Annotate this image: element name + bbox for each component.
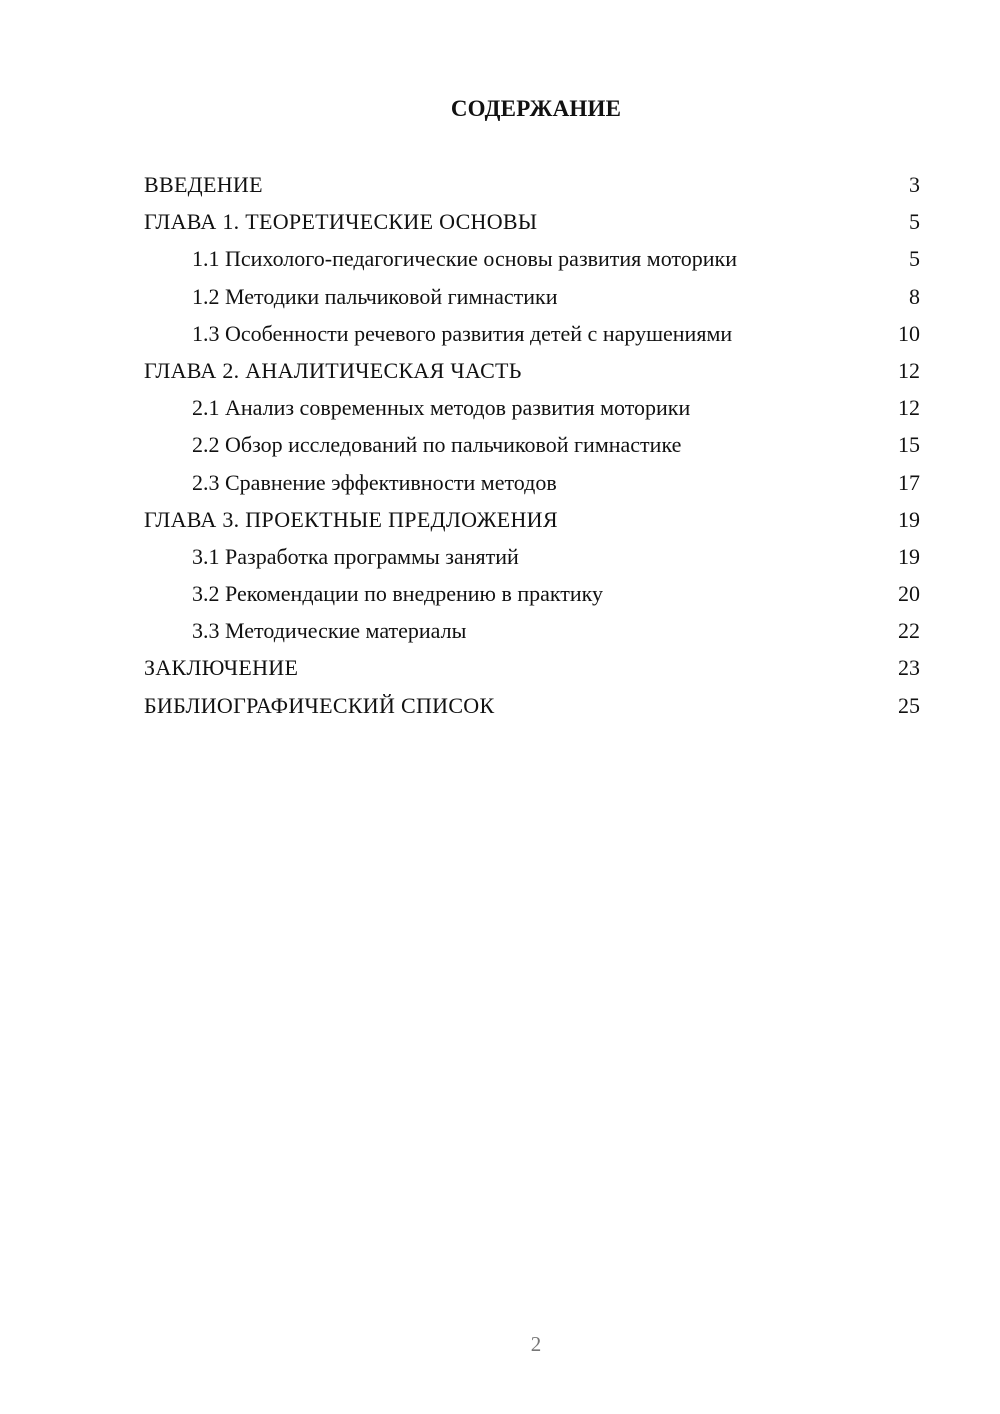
- toc-entry-label: 3.2 Рекомендации по внедрению в практику: [192, 581, 604, 607]
- toc-entry-page: 22: [898, 618, 920, 644]
- toc-entry-section-1-1: [144, 240, 920, 277]
- toc-entry-label: ГЛАВА 2. АНАЛИТИЧЕСКАЯ ЧАСТЬ: [144, 357, 522, 383]
- toc-entry-section-1-3: [144, 315, 920, 352]
- toc-entry-page: 23: [898, 655, 920, 681]
- toc-entry-page: 8: [909, 283, 920, 309]
- toc-entry-section-2-3: [144, 464, 920, 501]
- toc-entry-section-2-2: [144, 426, 920, 463]
- toc-entry-page: 12: [898, 357, 920, 383]
- toc-entry-section-3-1: [144, 538, 920, 575]
- toc-entry-page: 19: [898, 543, 920, 569]
- toc-entry-label: 2.2 Обзор исследований по пальчиковой гимнастике: [192, 432, 682, 458]
- toc-entry-page: 5: [909, 246, 920, 272]
- table-of-contents: [144, 166, 920, 724]
- toc-entry-section-1-2: [144, 278, 920, 315]
- toc-entry-section-3-2: [144, 575, 920, 612]
- toc-entry-label: 2.1 Анализ современных методов развития моторики: [192, 395, 691, 421]
- toc-entry-label: ГЛАВА 1. ТЕОРЕТИЧЕСКИЕ ОСНОВЫ: [144, 209, 538, 235]
- toc-entry-section-2-1: [144, 389, 920, 426]
- toc-entry-label: 1.3 Особенности речевого развития детей с нарушениями: [192, 320, 733, 346]
- toc-entry-bibliography: [144, 687, 920, 724]
- page-number: 2: [530, 1332, 542, 1356]
- toc-entry-page: 12: [898, 395, 920, 421]
- toc-entry-label: 3.1 Разработка программы занятий: [192, 543, 519, 569]
- toc-entry-label: ВВЕДЕНИЕ: [144, 172, 263, 197]
- toc-entry-page: 15: [898, 432, 920, 458]
- toc-entry-label: ГЛАВА 3. ПРОЕКТНЫЕ ПРЕДЛОЖЕНИЯ: [144, 506, 558, 532]
- toc-entry-page: 3: [909, 172, 920, 197]
- toc-entry-conclusion: [144, 649, 920, 686]
- toc-entry-page: 19: [898, 506, 920, 532]
- toc-entry-chapter-1: [144, 203, 920, 240]
- toc-title: СОДЕРЖАНИЕ: [450, 96, 622, 121]
- toc-entry-label: 1.2 Методики пальчиковой гимнастики: [192, 283, 558, 309]
- toc-entry-chapter-2: [144, 352, 920, 389]
- toc-entry-label: 2.3 Сравнение эффективности методов: [192, 469, 557, 495]
- toc-entry-section-3-3: [144, 612, 920, 649]
- toc-entry-page: 25: [898, 692, 920, 718]
- toc-entry-chapter-3: [144, 501, 920, 538]
- toc-entry-label: БИБЛИОГРАФИЧЕСКИЙ СПИСОК: [144, 692, 495, 718]
- toc-entry-label: ЗАКЛЮЧЕНИЕ: [144, 655, 299, 681]
- toc-entry-page: 10: [898, 320, 920, 346]
- toc-entry-introduction: [144, 166, 920, 203]
- toc-entry-page: 17: [898, 469, 920, 495]
- toc-entry-label: 3.3 Методические материалы: [192, 618, 467, 644]
- toc-entry-label: 1.1 Психолого-педагогические основы развития моторики: [192, 246, 737, 272]
- toc-entry-page: 20: [898, 581, 920, 607]
- toc-entry-page: 5: [909, 209, 920, 235]
